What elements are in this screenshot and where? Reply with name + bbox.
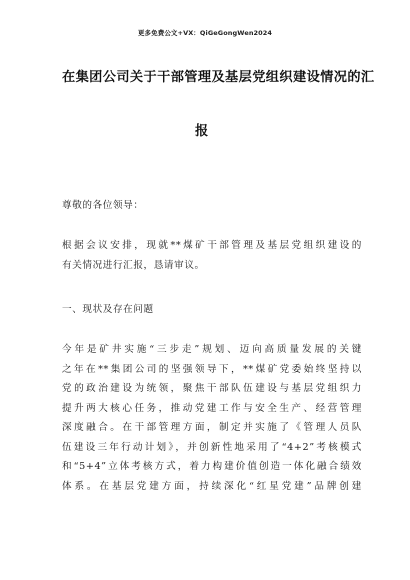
body-line: 今年是矿井实施“三步走”规划、迈向高质量发展的关键	[62, 344, 362, 355]
body-line: 党的政治建设为统领，聚焦干部队伍建设与基层党组织力	[62, 383, 362, 394]
body-line: 提升两大核心任务，推动党建工作与安全生产、经营管理	[62, 402, 362, 414]
section-heading-text: 一、现状及存在问题	[62, 304, 154, 315]
body-line: 和“5+4”立体考核方式，着力构建价值创造一体化融合绩效	[62, 461, 362, 472]
header-note: 更多免费公文+VX：QiGeGongWen2024	[137, 29, 273, 37]
intro-line: 有关情况进行汇报，恳请审议。	[62, 259, 205, 271]
body-line: 之年在**集团公司的坚强领导下，**煤矿党委始终坚持以	[62, 363, 362, 375]
body-line: 伍建设三年行动计划》，并创新性地采用了“4+2”考核模式	[62, 441, 362, 453]
section-heading	[62, 300, 362, 320]
document-title-line-1: 在集团公司关于干部管理及基层党组织建设情况的汇	[62, 70, 375, 85]
greeting-text: 尊敬的各位领导：	[62, 200, 144, 211]
intro-paragraph	[62, 236, 362, 275]
body-paragraph	[62, 340, 362, 496]
body-line: 体系。在基层党建方面，持续深化“红星党建”品牌创建	[62, 480, 362, 492]
intro-line: 根据会议安排，现就**煤矿干部管理及基层党组织建设的	[62, 240, 362, 251]
document-title-line-2: 报	[195, 124, 209, 139]
body-line: 深度融合。在干部管理方面，制定并实施了《管理人员队	[62, 422, 362, 433]
greeting	[62, 196, 362, 216]
